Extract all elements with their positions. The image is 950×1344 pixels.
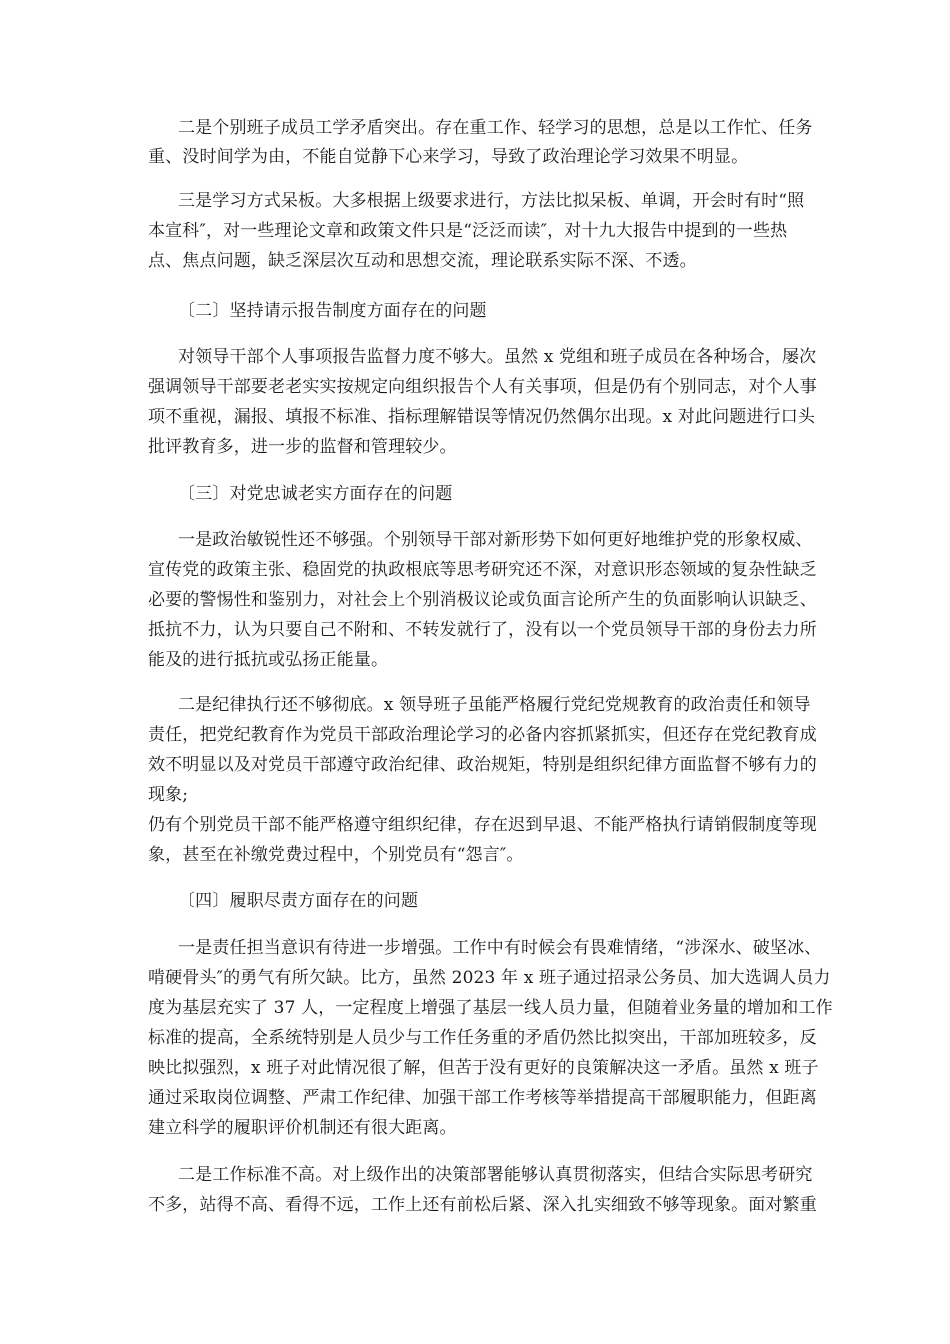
- text-line: 二是纪律执行还不够彻底。x 领导班子虽能严格履行党纪党规教育的政治责任和领导: [178, 695, 811, 715]
- text-line: 本宣科″，对一些理论文章和政策文件只是“泛泛而读″，对十九大报告中提到的一些热: [148, 221, 788, 241]
- text-line: 建立科学的履职评价机制还有很大距离。: [148, 1118, 457, 1138]
- text-line: 现象;: [148, 785, 189, 805]
- text-line: 责任，把党纪教育作为党员干部政治理论学习的必备内容抓紧抓实，但还存在党纪教育成: [148, 725, 817, 745]
- text-line: 效不明显以及对党员干部遵守政治纪律、政治规矩，特别是组织纪律方面监督不够有力的: [148, 755, 817, 775]
- text-line: 啃硬骨头″的勇气有所欠缺。比方，虽然 2023 年 x 班子通过招录公务员、加大选调人员力: [148, 968, 831, 988]
- text-line: 点、焦点问题，缺乏深层次互动和思想交流，理论联系实际不深、不透。: [148, 251, 697, 271]
- text-line: 一是责任担当意识有待进一步增强。工作中有时候会有畏难情绪，“涉深水、破坚冰、: [178, 938, 822, 958]
- text-line: 对领导干部个人事项报告监督力度不够大。虽然 x 党组和班子成员在各种场合，屡次: [178, 347, 817, 367]
- text-line: 能及的进行抵抗或弘扬正能量。: [148, 650, 389, 670]
- text-line: 二是个别班子成员工学矛盾突出。存在重工作、轻学习的思想，总是以工作忙、任务: [178, 118, 813, 138]
- text-line: 一是政治敏锐性还不够强。个别领导干部对新形势下如何更好地维护党的形象权威、: [178, 530, 813, 550]
- text-line: 批评教育多，进一步的监督和管理较少。: [148, 437, 457, 457]
- text-line: 不多，站得不高、看得不远，工作上还有前松后紧、深入扎实细致不够等现象。面对繁重: [148, 1195, 817, 1215]
- text-line: 二是工作标准不高。对上级作出的决策部署能够认真贯彻落实，但结合实际思考研究: [178, 1165, 813, 1185]
- text-line: 象，甚至在补缴党费过程中，个别党员有“怨言″。: [148, 845, 524, 865]
- section-heading: 〔四〕履职尽责方面存在的问题: [178, 891, 419, 911]
- text-line: 强调领导干部要老老实实按规定向组织报告个人有关事项，但是仍有个别同志，对个人事: [148, 377, 817, 397]
- text-line: 重、没时间学为由，不能自觉静下心来学习，导致了政治理论学习效果不明显。: [148, 147, 749, 167]
- text-line: 抵抗不力，认为只要自己不附和、不转发就行了，没有以一个党员领导干部的身份去力所: [148, 620, 817, 640]
- text-line: 度为基层充实了 37 人，一定程度上增强了基层一线人员力量，但随着业务量的增加和工作: [148, 998, 833, 1018]
- text-line: 项不重视，漏报、填报不标准、指标理解错误等情况仍然偶尔出现。x 对此问题进行口头: [148, 407, 815, 427]
- text-line: 必要的警惕性和鉴别力，对社会上个别消极议论或负面言论所产生的负面影响认识缺乏、: [148, 590, 817, 610]
- text-line: 通过采取岗位调整、严肃工作纪律、加强干部工作考核等举措提高干部履职能力，但距离: [148, 1088, 817, 1108]
- text-line: 宣传党的政策主张、稳固党的执政根底等思考研究还不深，对意识形态领域的复杂性缺乏: [148, 560, 817, 580]
- section-heading: 〔三〕对党忠诚老实方面存在的问题: [178, 484, 453, 504]
- text-line: 仍有个别党员干部不能严格遵守组织纪律，存在迟到早退、不能严格执行请销假制度等现: [148, 815, 817, 835]
- text-line: 标准的提高，全系统特别是人员少与工作任务重的矛盾仍然比拟突出，干部加班较多，反: [148, 1028, 817, 1048]
- text-line: 映比拟强烈，x 班子对此情况很了解，但苦于没有更好的良策解决这一矛盾。虽然 x 班子: [148, 1058, 819, 1078]
- section-heading: 〔二〕坚持请示报告制度方面存在的问题: [178, 301, 487, 321]
- text-line: 三是学习方式呆板。大多根据上级要求进行，方法比拟呆板、单调，开会时有时“照: [178, 191, 805, 211]
